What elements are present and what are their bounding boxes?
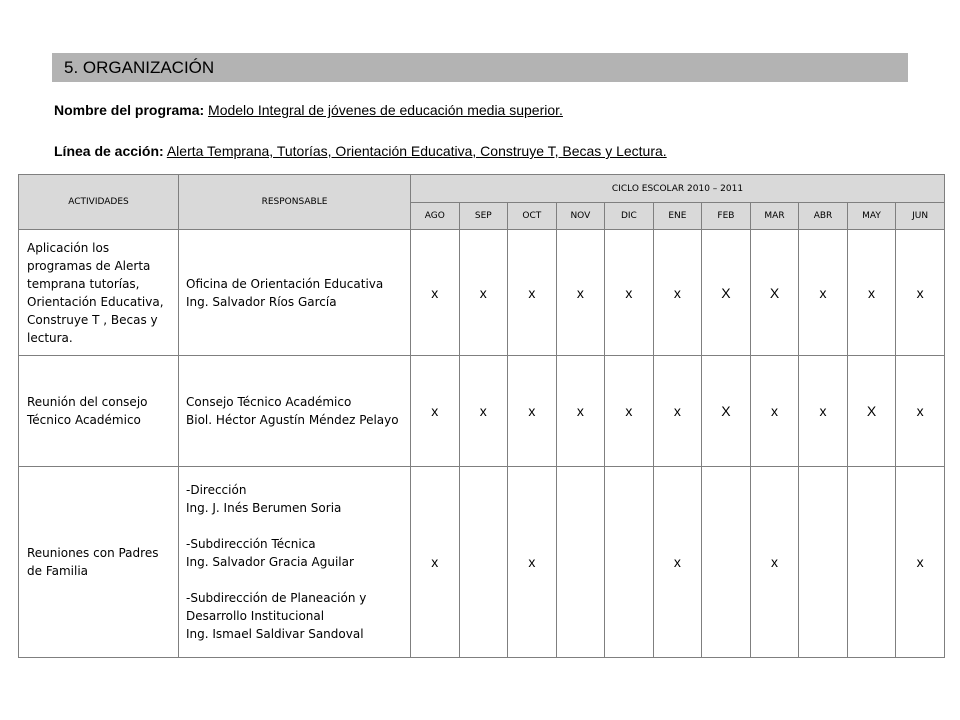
month-header-sep: SEP	[459, 203, 508, 230]
mark-cell-ene: x	[653, 356, 702, 467]
mark-cell-feb	[702, 467, 751, 658]
schedule-table	[18, 174, 945, 658]
mark-cell-ago: x	[411, 467, 460, 658]
table-row	[19, 230, 945, 356]
mark-cell-nov: x	[556, 230, 605, 356]
mark-cell-oct: x	[508, 356, 557, 467]
mark-cell-ene: x	[653, 467, 702, 658]
responsible-line: -Subdirección de Planeación y Desarrollo Institucional	[186, 591, 367, 623]
month-header-ene: ENE	[653, 203, 702, 230]
mark-cell-oct: x	[508, 467, 557, 658]
responsible-line: Ing. Salvador Gracia Aguilar	[186, 555, 354, 569]
mark-cell-ago: x	[411, 356, 460, 467]
table-row	[19, 356, 945, 467]
mark-cell-sep: x	[459, 230, 508, 356]
month-header-jun: JUN	[896, 203, 945, 230]
mark-cell-feb: X	[702, 230, 751, 356]
mark-cell-nov	[556, 467, 605, 658]
mark-cell-jun: x	[896, 356, 945, 467]
responsible-cell	[179, 230, 411, 356]
responsible-line: Consejo Técnico Académico	[186, 395, 352, 409]
month-header-mar: MAR	[750, 203, 799, 230]
section-title: 5. ORGANIZACIÓN	[52, 53, 908, 82]
header-responsible: RESPONSABLE	[179, 175, 411, 230]
mark-cell-sep: x	[459, 356, 508, 467]
mark-cell-abr	[799, 467, 848, 658]
month-header-dic: DIC	[605, 203, 654, 230]
responsible-line: -Subdirección Técnica	[186, 537, 316, 551]
mark-cell-jun: x	[896, 230, 945, 356]
month-header-nov: NOV	[556, 203, 605, 230]
mark-cell-ene: x	[653, 230, 702, 356]
table-row	[19, 467, 945, 658]
mark-cell-may: X	[847, 356, 896, 467]
mark-cell-ago: x	[411, 230, 460, 356]
responsible-cell	[179, 467, 411, 658]
responsible-spacer	[186, 517, 403, 535]
program-name-label: Nombre del programa:	[54, 102, 205, 118]
month-header-abr: ABR	[799, 203, 848, 230]
header-activities: ACTIVIDADES	[19, 175, 179, 230]
program-name-value: Modelo Integral de jóvenes de educación media superior.	[208, 102, 563, 118]
activity-cell: Reuniones con Padres de Familia	[19, 467, 179, 658]
responsible-line: Ing. J. Inés Berumen Soria	[186, 501, 342, 515]
action-line	[54, 143, 667, 159]
header-cycle: CICLO ESCOLAR 2010 – 2011	[411, 175, 945, 203]
mark-cell-mar: x	[750, 467, 799, 658]
mark-cell-abr: x	[799, 230, 848, 356]
mark-cell-dic: x	[605, 230, 654, 356]
responsible-line: Oficina de Orientación Educativa	[186, 276, 384, 291]
mark-cell-may	[847, 467, 896, 658]
month-header-oct: OCT	[508, 203, 557, 230]
mark-cell-may: x	[847, 230, 896, 356]
mark-cell-dic	[605, 467, 654, 658]
activity-cell: Aplicación los programas de Alerta temprana tutorías, Orientación Educativa, Construye T , Becas y lectura.	[19, 230, 179, 356]
mark-cell-mar: X	[750, 230, 799, 356]
month-header-may: MAY	[847, 203, 896, 230]
mark-cell-mar: x	[750, 356, 799, 467]
mark-cell-abr: x	[799, 356, 848, 467]
responsible-spacer	[186, 571, 403, 589]
responsible-line: Biol. Héctor Agustín Méndez Pelayo	[186, 413, 399, 427]
mark-cell-dic: x	[605, 356, 654, 467]
activity-cell: Reunión del consejo Técnico Académico	[19, 356, 179, 467]
responsible-line: Ing. Salvador Ríos García	[186, 294, 337, 309]
responsible-line: -Dirección	[186, 483, 247, 497]
mark-cell-nov: x	[556, 356, 605, 467]
mark-cell-jun: x	[896, 467, 945, 658]
responsible-line: Ing. Ismael Saldivar Sandoval	[186, 627, 364, 641]
responsible-cell	[179, 356, 411, 467]
month-header-feb: FEB	[702, 203, 751, 230]
action-line-label: Línea de acción:	[54, 143, 164, 159]
mark-cell-sep	[459, 467, 508, 658]
mark-cell-feb: X	[702, 356, 751, 467]
program-name-line	[54, 102, 563, 118]
action-line-value: Alerta Temprana, Tutorías, Orientación Educativa, Construye T, Becas y Lectura.	[166, 143, 667, 159]
mark-cell-oct: x	[508, 230, 557, 356]
month-header-ago: AGO	[411, 203, 460, 230]
